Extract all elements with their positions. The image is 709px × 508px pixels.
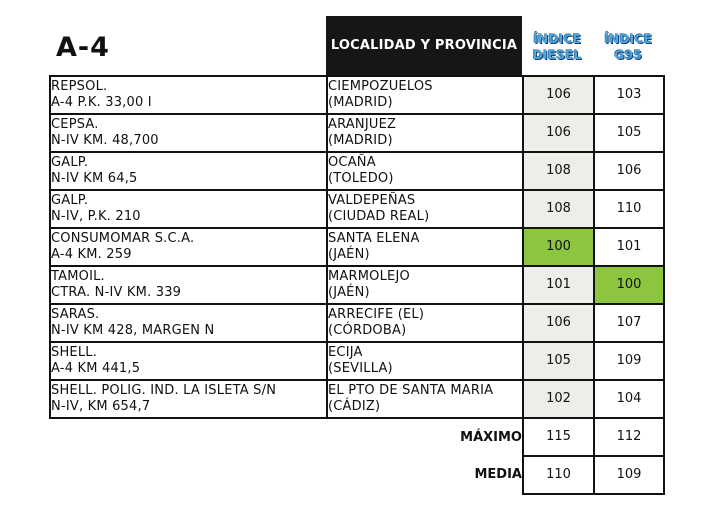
- summary-g95-value: 109: [594, 456, 664, 494]
- diesel-index-cell: 106: [523, 304, 594, 342]
- summary-spacer: [50, 456, 327, 494]
- station-cell: SARAS. N-IV KM 428, MARGEN N: [50, 304, 327, 342]
- station-cell: CEPSA. N-IV KM. 48,700: [50, 114, 327, 152]
- summary-g95-value: 112: [594, 418, 664, 456]
- location-cell: MARMOLEJO (JAÉN): [327, 266, 523, 304]
- summary-diesel-value: 110: [523, 456, 594, 494]
- summary-label: MEDIA: [474, 467, 522, 482]
- diesel-index-header: [522, 31, 592, 63]
- diesel-index-cell: 108: [523, 190, 594, 228]
- diesel-index-cell: 108: [523, 152, 594, 190]
- diesel-index-cell: 106: [523, 114, 594, 152]
- g95-index-cell: 104: [594, 380, 664, 418]
- table-row: [50, 190, 664, 228]
- summary-row-average: [50, 456, 664, 494]
- g95-index-cell: 101: [594, 228, 664, 266]
- table-row: [50, 114, 664, 152]
- station-cell: TAMOIL. CTRA. N-IV KM. 339: [50, 266, 327, 304]
- g95-index-cell: 105: [594, 114, 664, 152]
- station-cell: GALP. N-IV, P.K. 210: [50, 190, 327, 228]
- g95-index-cell: 103: [594, 76, 664, 114]
- summary-label: MÁXIMO: [460, 429, 522, 445]
- g95-index-cell: 106: [594, 152, 664, 190]
- diesel-index-cell: 105: [523, 342, 594, 380]
- location-cell: ECIJA (SEVILLA): [327, 342, 523, 380]
- fuel-price-index-table: [49, 75, 665, 495]
- table-row: [50, 228, 664, 266]
- diesel-header-line2: DIESEL: [532, 47, 582, 62]
- station-cell: REPSOL. A-4 P.K. 33,00 I: [50, 76, 327, 114]
- station-cell: CONSUMOMAR S.C.A. A-4 KM. 259: [50, 228, 327, 266]
- g95-header-line1: ÍNDICE: [604, 31, 652, 46]
- diesel-index-cell: 106: [523, 76, 594, 114]
- location-cell: VALDEPEÑAS (CIUDAD REAL): [327, 190, 523, 228]
- summary-row-maximum: [50, 418, 664, 456]
- route-title: A-4: [56, 32, 110, 63]
- g95-index-header: [593, 31, 663, 63]
- g95-index-cell: 110: [594, 190, 664, 228]
- g95-index-cell-lowest: 100: [594, 266, 664, 304]
- diesel-index-cell-lowest: 100: [523, 228, 594, 266]
- table-row: [50, 380, 664, 418]
- diesel-header-line1: ÍNDICE: [533, 31, 581, 46]
- location-cell: OCAÑA (TOLEDO): [327, 152, 523, 190]
- table-row: [50, 342, 664, 380]
- location-cell: EL PTO DE SANTA MARIA (CÁDIZ): [327, 380, 523, 418]
- g95-index-cell: 109: [594, 342, 664, 380]
- location-cell: SANTA ELENA (JAÉN): [327, 228, 523, 266]
- table-row: [50, 304, 664, 342]
- g95-index-cell: 107: [594, 304, 664, 342]
- location-cell: ARANJUEZ (MADRID): [327, 114, 523, 152]
- station-cell: SHELL. POLIG. IND. LA ISLETA S/N N-IV, KM 654,7: [50, 380, 327, 418]
- location-cell: CIEMPOZUELOS (MADRID): [327, 76, 523, 114]
- diesel-index-cell: 102: [523, 380, 594, 418]
- station-cell: GALP. N-IV KM 64,5: [50, 152, 327, 190]
- location-column-header: LOCALIDAD Y PROVINCIA: [326, 16, 522, 75]
- g95-header-line2: G95: [614, 47, 642, 62]
- location-cell: ARRECIFE (EL) (CÓRDOBA): [327, 304, 523, 342]
- station-cell: SHELL. A-4 KM 441,5: [50, 342, 327, 380]
- summary-spacer: [50, 418, 327, 456]
- table-row: [50, 266, 664, 304]
- table-row: [50, 76, 664, 114]
- summary-diesel-value: 115: [523, 418, 594, 456]
- diesel-index-cell: 101: [523, 266, 594, 304]
- table-row: [50, 152, 664, 190]
